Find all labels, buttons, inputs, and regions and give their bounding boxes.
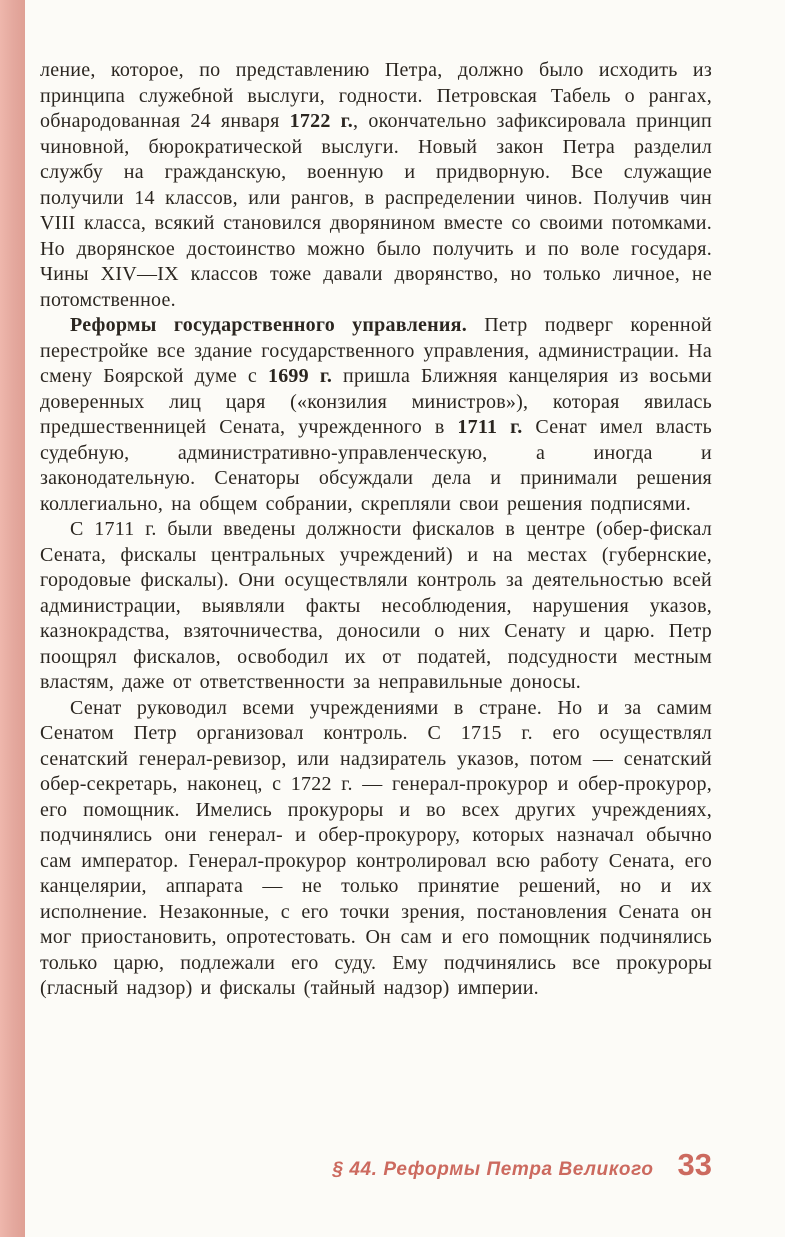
paragraph (40, 696, 712, 1002)
running-footer-title: § 44. Реформы Петра Великого (332, 1159, 654, 1180)
bold-text-run: 1722 г. (289, 110, 353, 132)
paragraph (40, 58, 712, 313)
paragraph (40, 313, 712, 517)
page-edge-strip (0, 0, 25, 1237)
page-footer (332, 1149, 712, 1181)
text-run: ление, которое, по представлению Петра, должно было исходить из принципа служебной выслуги, годности. Петровская Табель о рангах, обнародованная 24 января (40, 59, 712, 132)
paragraph (40, 517, 712, 696)
page-number: 33 (677, 1147, 712, 1182)
text-run: , окончательно зафиксировала принцип чиновной, бюрократической выслуги. Новый закон Петра разделил службу на гражданскую, военную и придворную. Все служащие получили 14 классов, или рангов, в распределении чинов. Получив чин VIII класса, всякий становился дворянином вместе со своими потомками. Но дворянское достоинство можно было получить и по воле государя. Чины XIV—IX классов тоже давали дворянство, но только личное, не потомственное. (40, 110, 712, 311)
bold-text-run: 1699 г. (267, 365, 333, 387)
text-run: пришла Ближняя канцелярия из восьми доверенных лиц царя («конзилия министров»), которая явилась предшественницей Сената, учрежденного в (40, 365, 712, 438)
bold-text-run: Реформы государственного управления. (70, 314, 467, 336)
text-block (40, 58, 712, 1002)
bold-text-run: 1711 г. (457, 416, 523, 438)
text-run: Петр подверг коренной перестройке все здание государственного управления, администрации. На смену Боярской думе с (40, 314, 713, 387)
text-run: Сенат руководил всеми учреждениями в стране. Но и за самим Сенатом Петр организовал контроль. С 1715 г. его осуществлял сенатский генерал-ревизор, или надзиратель указов, потом — сенатский обер-секретарь, наконец, с 1722 г. — генерал-прокурор и обер-прокурор, его помощник. Имелись прокуроры и во всех других учреждениях, подчинялись они генерал- и обер-прокурору, которых назначал обычно сам император. Генерал-прокурор контролировал всю работу Сената, его канцелярии, аппарата — не только принятие решений, но и их исполнение. Незаконные, с его точки зрения, постановления Сената он мог приостановить, опротестовать. Он сам и его помощник подчинялись только царю, подлежали его суду. Ему подчинялись все прокуроры (гласный надзор) и фискалы (тайный надзор) империи. (40, 696, 712, 999)
text-run: Сенат имел власть судебную, административно-управленческую, а иногда и законодательную. Сенаторы обсуждали дела и принимали решения коллегиально, на общем собрании, скрепляли свои решения подписями. (40, 416, 713, 515)
text-run: С 1711 г. были введены должности фискалов в центре (обер-фискал Сената, фискалы центральных учреждений) и на местах (губернские, городовые фискалы). Они осуществляли контроль за деятельностью всей администрации, выявляли факты несоблюдения, нарушения указов, казнокрадства, взяточничества, доносили о них Сенату и царю. Петр поощрял фискалов, освободил их от податей, подсудности местным властям, даже от ответственности за неправильные доносы. (40, 518, 712, 693)
